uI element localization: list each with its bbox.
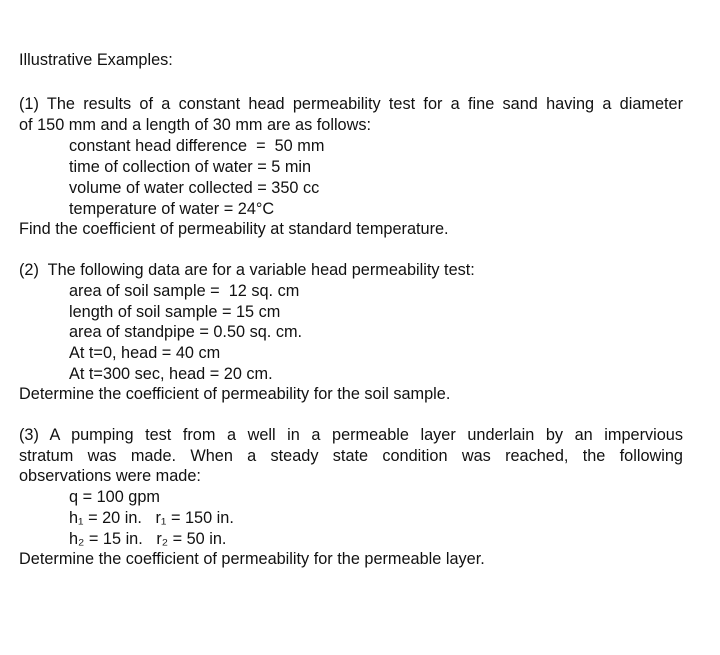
example2-data-line: length of soil sample = 15 cm	[69, 303, 281, 321]
example3-question: Determine the coefficient of permeability for the permeable layer.	[19, 550, 485, 568]
example1-intro-line1: (1) The results of a constant head permeability test for a fine sand having a diameter	[19, 95, 683, 113]
example1-data-line: time of collection of water = 5 min	[69, 158, 312, 176]
example1-intro-line2: of 150 mm and a length of 30 mm are as follows:	[19, 116, 372, 134]
example1-data-line: constant head difference = 50 mm	[69, 137, 325, 155]
example1-data-line: temperature of water = 24°C	[69, 200, 275, 218]
example2-intro: (2) The following data are for a variable head permeability test:	[19, 261, 475, 279]
example3-data-line: q = 100 gpm	[69, 488, 160, 506]
example3-data-line: h₁ = 20 in. r₁ = 150 in.	[69, 509, 234, 527]
example3-intro-line1: (3) A pumping test from a well in a permeable layer underlain by an impervious	[19, 426, 683, 444]
example3-data-line: h₂ = 15 in. r₂ = 50 in.	[69, 530, 227, 548]
example2-data-line: area of standpipe = 0.50 sq. cm.	[69, 323, 303, 341]
example3-intro-line3: observations were made:	[19, 467, 201, 485]
heading: Illustrative Examples:	[19, 51, 173, 69]
example2-data-line: At t=0, head = 40 cm	[69, 344, 221, 362]
example1-question: Find the coefficient of permeability at standard temperature.	[19, 220, 449, 238]
example1-data-line: volume of water collected = 350 cc	[69, 179, 320, 197]
example2-data-line: At t=300 sec, head = 20 cm.	[69, 365, 273, 383]
example2-question: Determine the coefficient of permeability for the soil sample.	[19, 385, 451, 403]
example3-intro-line2: stratum was made. When a steady state condition was reached, the following	[19, 447, 683, 465]
example2-data-line: area of soil sample = 12 sq. cm	[69, 282, 300, 300]
